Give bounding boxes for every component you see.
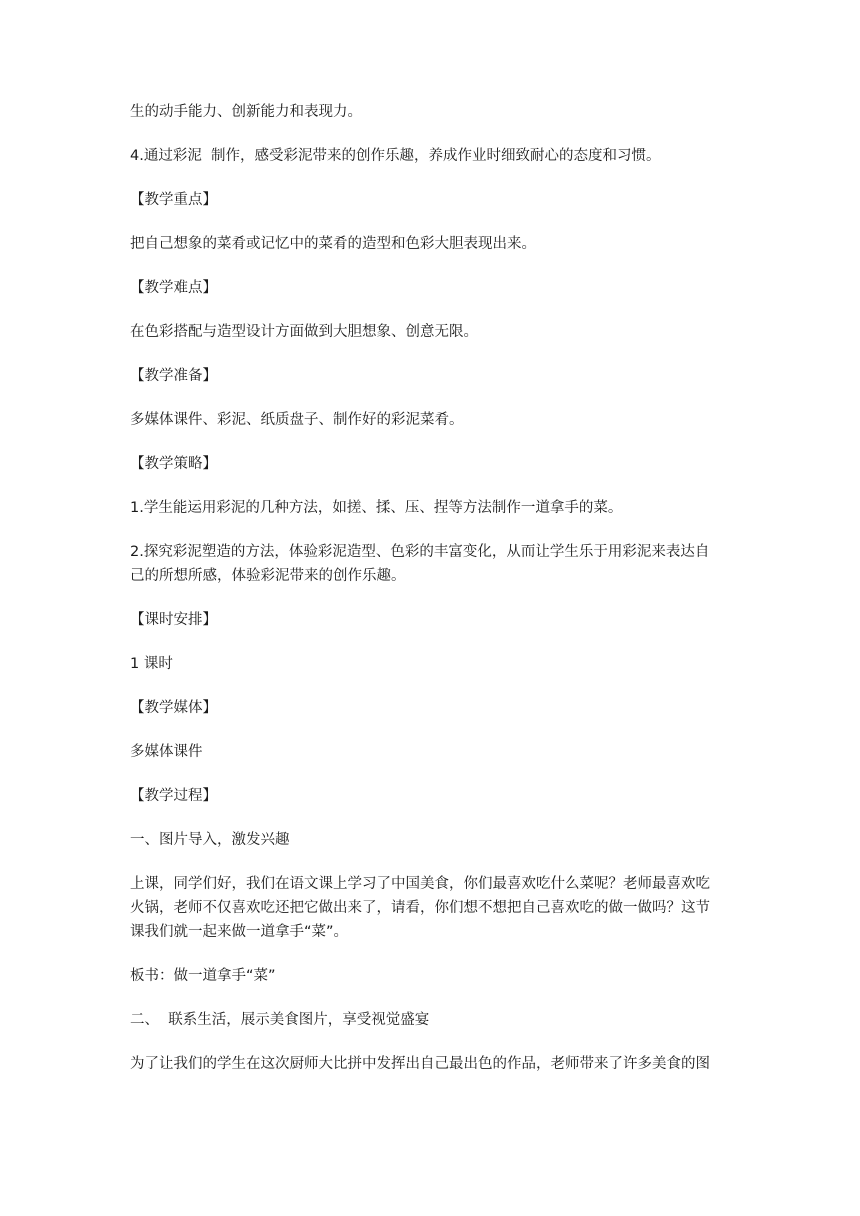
paragraph-line: 己的所想所感，体验彩泥带来的创作乐趣。 [130,568,406,584]
paragraph-multiline [130,540,730,588]
paragraph: 多媒体课件、彩泥、纸质盘子、制作好的彩泥菜肴。 [130,412,464,428]
subsection-title: 二、 联系生活，展示美食图片，享受视觉盛宴 [130,1012,430,1028]
paragraph: 生的动手能力、创新能力和表现力。 [130,104,362,120]
section-heading-strategy: 【教学策略】 [130,456,217,472]
paragraph-line: 课我们就一起来做一道拿手“菜”。 [130,924,349,940]
paragraph: 把自己想象的菜肴或记忆中的菜肴的造型和色彩大胆表现出来。 [130,236,536,252]
section-heading-process: 【教学过程】 [130,788,217,804]
paragraph-line: 火锅，老师不仅喜欢吃还把它做出来了，请看，你们想不想把自己喜欢吃的做一做吗？这节 [130,900,710,916]
document-page [130,100,730,1096]
paragraph: 1.学生能运用彩泥的几种方法，如搓、揉、压、捏等方法制作一道拿手的菜。 [130,500,623,516]
paragraph-multiline [130,1052,730,1076]
section-heading-schedule: 【课时安排】 [130,612,217,628]
paragraph: 在色彩搭配与造型设计方面做到大胆想象、创意无限。 [130,324,478,340]
section-heading-preparation: 【教学准备】 [130,368,217,384]
subsection-title: 一、图片导入，激发兴趣 [130,832,290,848]
paragraph: 4.通过彩泥 制作，感受彩泥带来的创作乐趣，养成作业时细致耐心的态度和习惯。 [130,148,661,164]
paragraph: 多媒体课件 [130,744,203,760]
paragraph-multiline [130,872,730,944]
section-heading-media: 【教学媒体】 [130,700,217,716]
section-heading-difficulties: 【教学难点】 [130,280,217,296]
paragraph: 1 课时 [130,656,173,672]
section-heading-key-points: 【教学重点】 [130,192,217,208]
paragraph-line: 上课，同学们好，我们在语文课上学习了中国美食，你们最喜欢吃什么菜呢？老师最喜欢吃 [130,876,710,892]
paragraph: 板书：做一道拿手“菜” [130,968,276,984]
paragraph-line: 为了让我们的学生在这次厨师大比拼中发挥出自己最出色的作品，老师带来了许多美食的图 [130,1056,710,1072]
paragraph-line: 2.探究彩泥塑造的方法，体验彩泥造型、色彩的丰富变化，从而让学生乐于用彩泥来表达自 [130,544,710,560]
